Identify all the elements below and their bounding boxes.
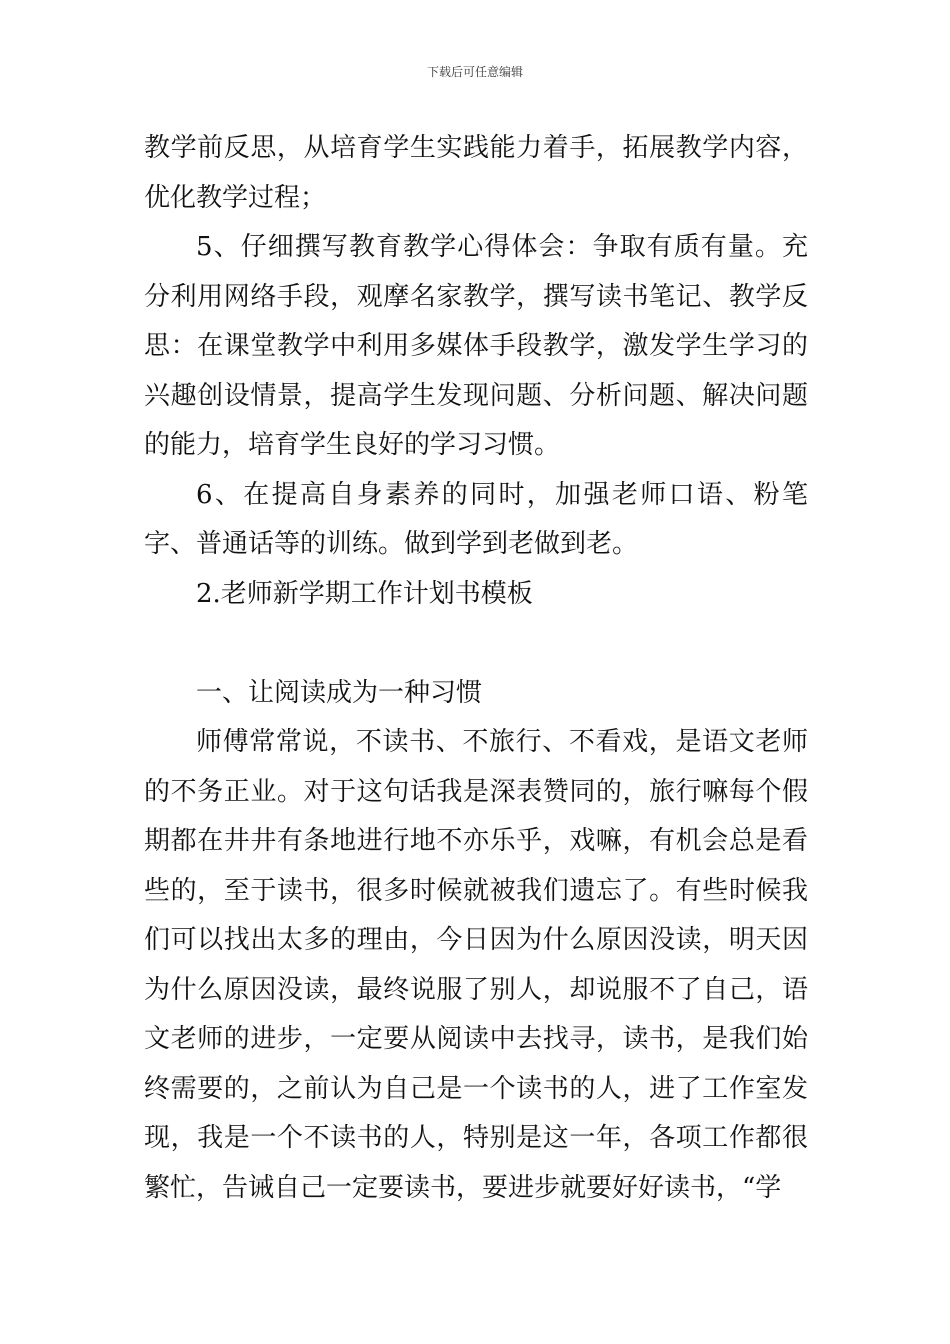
paragraph-teaching-reflection: 教学前反思，从培育学生实践能力着手，拓展教学内容，优化教学过程； <box>144 133 808 213</box>
blank-line <box>144 619 808 669</box>
paragraph-reading: 师傅常常说，不读书、不旅行、不看戏，是语文老师的不务正业。对于这句话我是深表赞同的，旅行嘛每个假期都在井井有条地进行地不亦乐乎，戏嘛，有机会总是看些的，至于读书，很多时候就被我们遗忘了。有些时候我们可以找出太多的理由，今日因为什么原因没读，明天因为什么原因没读，最终说服了别人，却说服不了自己，语文老师的进步，一定要从阅读中去找寻，读书，是我们始终需要的，之前认为自己是一个读书的人，进了工作室发现，我是一个不读书的人，特别是这一年，各项工作都很繁忙，告诫自己一定要读书，要进步就要好好读书，“学 <box>144 727 808 1203</box>
paragraph-item-5: 5、仔细撰写教育教学心得体会：争取有质有量。充分利用网络手段，观摩名家教学，撰写读书笔记、教学反思：在课堂教学中利用多媒体手段教学，激发学生学习的兴趣创设情景，提高学生发现问题、分析问题、解决问题的能力，培育学生良好的学习习惯。 <box>144 232 808 460</box>
subsection-heading-reading-habit: 一、让阅读成为一种习惯 <box>196 677 483 708</box>
page-header: 下载后可任意编辑 <box>426 65 523 79</box>
document-body <box>144 124 808 1213</box>
paragraph-item-6: 6、在提高自身素养的同时，加强老师口语、粉笔字、普通话等的训练。做到学到老做到老。 <box>144 479 808 559</box>
section-title-template: 2.老师新学期工作计划书模板 <box>196 578 533 609</box>
